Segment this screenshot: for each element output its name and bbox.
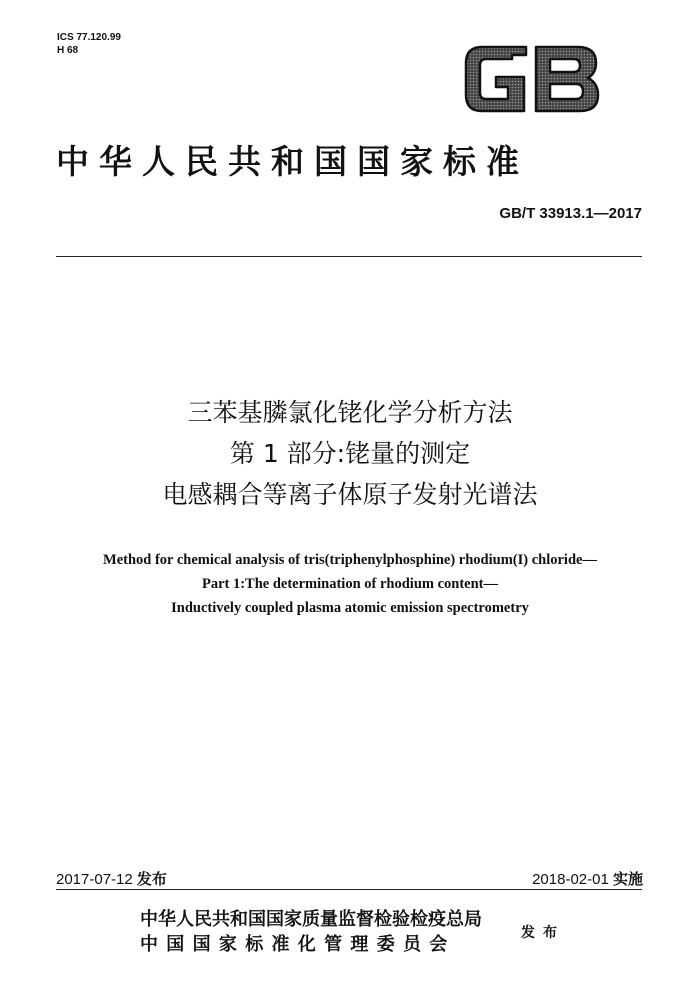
- implementation-date-label: 实施: [612, 870, 643, 888]
- ccs-code: H 68: [57, 45, 79, 56]
- issuer-line-2: 中国国家标准化管理委员会: [140, 934, 456, 955]
- ics-code: ICS 77.120.99: [57, 32, 121, 43]
- header-divider: [56, 256, 642, 257]
- standard-number: GB/T 33913.1—2017: [499, 205, 642, 222]
- classification-codes: [57, 31, 121, 57]
- gb-logo: [460, 41, 603, 117]
- chinese-title-line-1: 三苯基膦氯化铑化学分析方法: [187, 398, 513, 427]
- issue-date-label: 发布: [136, 870, 167, 888]
- publish-label: 发布: [521, 925, 565, 941]
- chinese-title-line-2: 第 1 部分:铑量的测定: [229, 439, 471, 468]
- issue-date: [56, 868, 167, 889]
- chinese-title-line-3: 电感耦合等离子体原子发射光谱法: [162, 480, 538, 509]
- english-title-line-2: Part 1:The determination of rhodium content—: [201, 576, 498, 592]
- english-title-line-3: Inductively coupled plasma atomic emission spectrometry: [171, 600, 529, 616]
- issuer-line-1: 中华人民共和国国家质量监督检验检疫总局: [140, 909, 482, 930]
- implementation-date-value: 2018-02-01: [532, 871, 609, 888]
- english-title-line-1: Method for chemical analysis of tris(triphenylphosphine) rhodium(I) chloride—: [103, 552, 597, 568]
- issue-date-value: 2017-07-12: [56, 871, 133, 888]
- chinese-title: [0, 392, 700, 515]
- footer-divider: [56, 889, 642, 890]
- implementation-date: [532, 868, 643, 889]
- standard-type-title: 中华人民共和国国家标准: [56, 142, 529, 181]
- issuing-authorities: [140, 907, 482, 957]
- english-title: [0, 548, 700, 620]
